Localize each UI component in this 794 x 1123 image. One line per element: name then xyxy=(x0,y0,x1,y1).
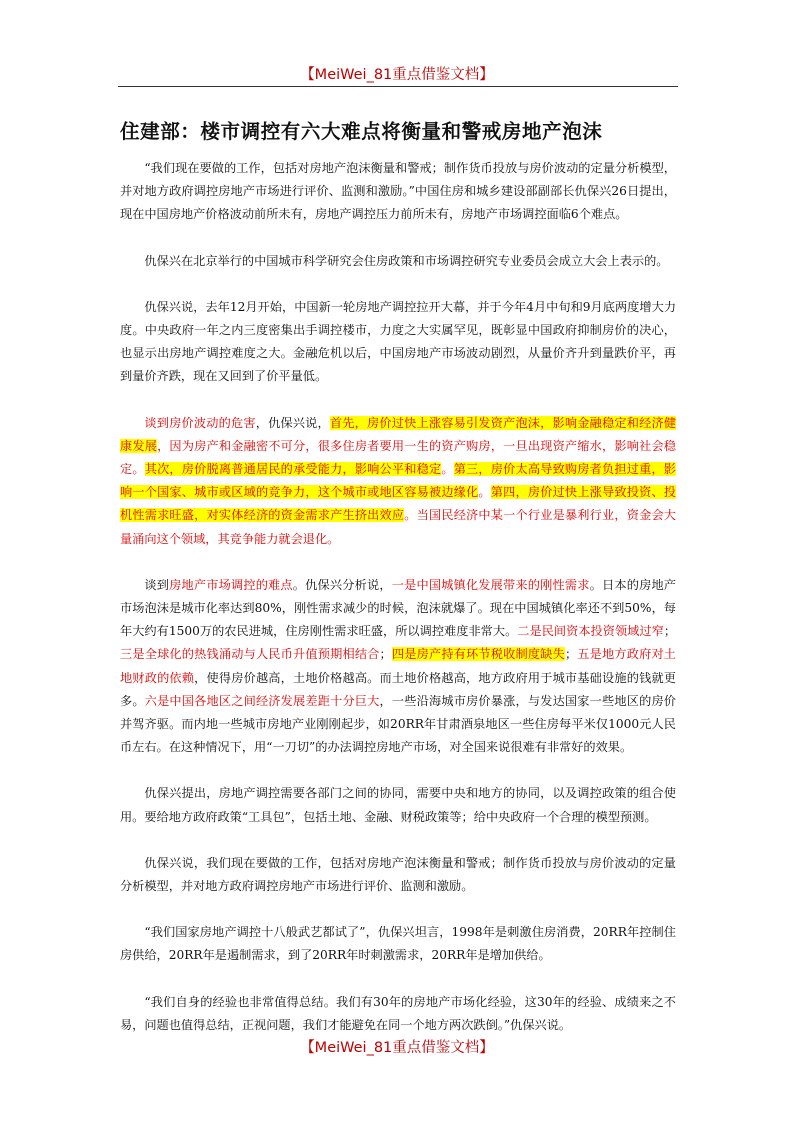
article-body xyxy=(120,157,676,1060)
text-segment: 。日本的房地产市场泡沫是城市化率达到80%，刚性需求减少的时候，泡沫就爆了。现在中国城镇化率还不到50%，每年大约有1500万的农民进城，住房刚性需求旺盛，所以调控难度非常大。 xyxy=(120,577,676,639)
text-segment: 谈到 xyxy=(144,577,170,592)
text-segment: 房地产市场调控的难点 xyxy=(169,577,293,592)
paragraph xyxy=(120,296,676,389)
paragraph xyxy=(120,574,676,760)
text-segment: ，使得房价越高，土地价格越高。而土地价格越高，地方政府用于城市基础设施的钱就更多。 xyxy=(120,670,676,708)
text-segment: 六是中国各地区之间经济发展差距十分巨大 xyxy=(144,693,380,708)
article-title: 住建部：楼市调控有六大难点将衡量和警戒房地产泡沫 xyxy=(120,120,603,143)
text-segment: 仇保兴说，我们现在要做的工作，包括对房地产泡沫衡量和警戒；制作货币投放与房价波动的定量分析模型，并对地方政府调控房地产市场进行评价、监测和激励。 xyxy=(120,855,676,894)
paragraph xyxy=(120,991,676,1037)
text-segment: 。 xyxy=(441,462,454,477)
page-header: 【MeiWei_81重点借鉴文档】 xyxy=(300,67,494,83)
text-segment: 。仇保兴分析说， xyxy=(292,577,392,592)
text-segment: 。当国民经济中某一个行业是暴利行业，资金会大量涌向这个领域，其竞争能力就会退化。 xyxy=(120,508,676,546)
text-segment: “我们自身的经验也非常值得总结。我们有30年的房地产市场化经验，这30年的经验、成绩来之不易，问题也值得总结，正视问题，我们才能避免在同一个地方两次跌倒。”仇保兴说。 xyxy=(120,994,676,1032)
text-segment: 第三，房价太高导致购房者负担过重，影响一个国家、城市或区域的竞争力，这个城市或地区容易被边缘化 xyxy=(120,462,676,500)
paragraph xyxy=(120,921,676,967)
page-footer: 【MeiWei_81重点借鉴文档】 xyxy=(300,1040,494,1056)
text-segment: 二是民间资本投资领域过窄 xyxy=(517,624,664,639)
text-segment: ； xyxy=(379,647,392,662)
text-segment: 首先，房价过快上涨容易引发资产泡沫，影响金融稳定和经济健康发展 xyxy=(120,415,677,453)
text-segment: 一是中国城镇化发展带来的刚性需求 xyxy=(391,577,590,592)
text-segment: 仇保兴提出，房地产调控需要各部门之间的协同，需要中央和地方的协同，以及调控政策的组合使用。要给地方政府政策“工具包”，包括土地、金融、财税政策等；给中央政府一个合理的模型预测。 xyxy=(120,786,676,824)
paragraph xyxy=(120,250,676,273)
text-segment: 仇保兴在北京举行的中国城市科学研究会住房政策和市场调控研究专业委员会成立大会上表示的。 xyxy=(144,253,669,268)
text-segment: 四是房产持有环节税收制度缺失 xyxy=(391,647,565,662)
paragraph xyxy=(120,852,676,898)
text-segment: ，一些沿海城市房价暴涨，与发达国家一些地区的房价并驾齐驱。而内地一些城市房地产业刚刚起步，如20RR年甘肃酒泉地区一些住房每平米仅1000元人民币左右。在这种情况下，用“一刀切”的办法调控房地产市场，对全国来说很难有非常好的效果。 xyxy=(120,693,676,755)
text-segment: 其次，房价脱离普通居民的承受能力，影响公平和稳定 xyxy=(144,462,442,477)
text-segment: 。 xyxy=(478,485,491,500)
text-segment: ，仇保兴说， xyxy=(255,415,330,430)
text-segment: “我们现在要做的工作，包括对房地产泡沫衡量和警戒；制作货币投放与房价波动的定量分析模型，并对地方政府调控房地产市场进行评价、监测和激励。”中国住房和城乡建设部副部长仇保兴26日提出，现在中国房地产价格波动前所未有，房地产调控压力前所未有，房地产市场调控面临6个难点。 xyxy=(120,161,676,222)
text-segment: 五是地方政府对土地财政的依赖 xyxy=(120,647,676,685)
header-divider xyxy=(118,86,678,87)
paragraph xyxy=(120,782,676,828)
text-segment: ，因为房产和金融密不可分，很多住房者要用一生的资产购房，一旦出现资产缩水，影响社会稳定。 xyxy=(120,438,676,477)
paragraph xyxy=(120,157,676,227)
paragraph xyxy=(120,412,676,551)
text-segment: “我们国家房地产调控十八般武艺都试了”，仇保兴坦言，1998年是刺激住房消费，20RR年控制住房供给，20RR年是遏制需求，到了20RR年时刺激需求，20RR年是增加供给。 xyxy=(120,925,676,963)
text-segment: 谈到房价波动的危害 xyxy=(144,415,256,430)
text-segment: ； xyxy=(564,647,578,662)
text-segment: 第四，房价过快上涨导致投资、投机性需求旺盛，对实体经济的资金需求产生挤出效应 xyxy=(120,485,676,523)
text-segment: ； xyxy=(663,624,676,639)
text-segment: 三是全球化的热钱涌动与人民币升值预期相结合 xyxy=(120,647,380,662)
text-segment: 仇保兴说，去年12月开始，中国新一轮房地产调控拉开大幕，并于今年4月中旬和9月底两度增大力度。中央政府一年之内三度密集出手调控楼市，力度之大实属罕见，既彰显中国政府抑制房价的决心，也显示出房地产调控难度之大。金融危机以后，中国房地产市场波动剧烈，从量价齐升到量跌价平，再到量价齐跌，现在又回到了价平量低。 xyxy=(120,299,676,384)
